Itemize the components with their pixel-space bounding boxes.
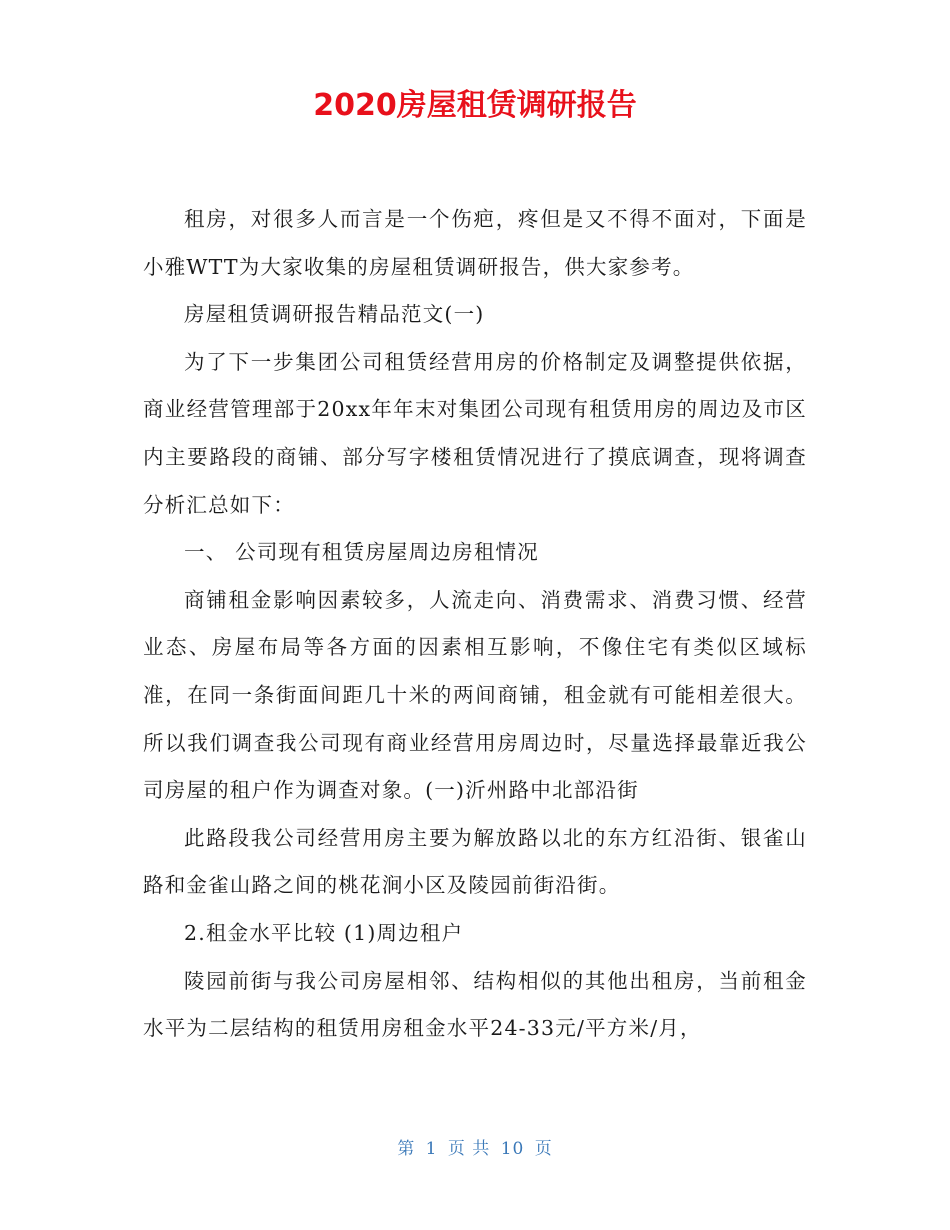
footer-suffix: 页 bbox=[534, 1139, 553, 1159]
paragraph-subheading-1: 一、 公司现有租赁房屋周边房租情况 bbox=[184, 540, 539, 565]
paragraph-section-heading: 房屋租赁调研报告精品范文(一) bbox=[184, 302, 485, 327]
paragraph-purpose: 为了下一步集团公司租赁经营用房的价格制定及调整提供依据，商业经营管理部于20xx年年末对集团公司现有租赁用房的周边及市区内主要路段的商铺、部分写字楼租赁情况进行了摸底调查，现将调查分析汇总如下： bbox=[143, 349, 807, 517]
paragraph-factors: 商铺租金影响因素较多，人流走向、消费需求、消费习惯、经营业态、房屋布局等各方面的因素相互影响，不像住宅有类似区域标准，在同一条街面间距几十米的两间商铺，租金就有可能相差很大。所以我们调查我公司现有商业经营用房周边时，尽量选择最靠近我公司房屋的租户作为调查对象。(一)沂州路中北部沿街 bbox=[143, 587, 807, 803]
footer-prefix: 第 bbox=[397, 1139, 416, 1159]
document-title: 2020房屋租赁调研报告 bbox=[313, 88, 637, 123]
paragraph-location: 此路段我公司经营用房主要为解放路以北的东方红沿街、银雀山路和金雀山路之间的桃花涧小区及陵园前街沿街。 bbox=[143, 825, 807, 898]
paragraph-intro: 租房，对很多人而言是一个伤疤，疼但是又不得不面对，下面是小雅WTT为大家收集的房屋租赁调研报告，供大家参考。 bbox=[143, 207, 807, 279]
page-number-footer bbox=[0, 1134, 950, 1159]
paragraph-rent-comparison: 2.租金水平比较 (1)周边租户 bbox=[184, 920, 464, 945]
footer-middle: 页 共 bbox=[447, 1139, 491, 1159]
footer-current-page: 1 bbox=[425, 1139, 438, 1159]
paragraph-rent-level: 陵园前街与我公司房屋相邻、结构相似的其他出租房，当前租金水平为二层结构的租赁用房租金水平24-33元/平方米/月， bbox=[143, 968, 807, 1041]
footer-total-pages: 10 bbox=[500, 1139, 525, 1159]
document-body bbox=[143, 196, 807, 1053]
